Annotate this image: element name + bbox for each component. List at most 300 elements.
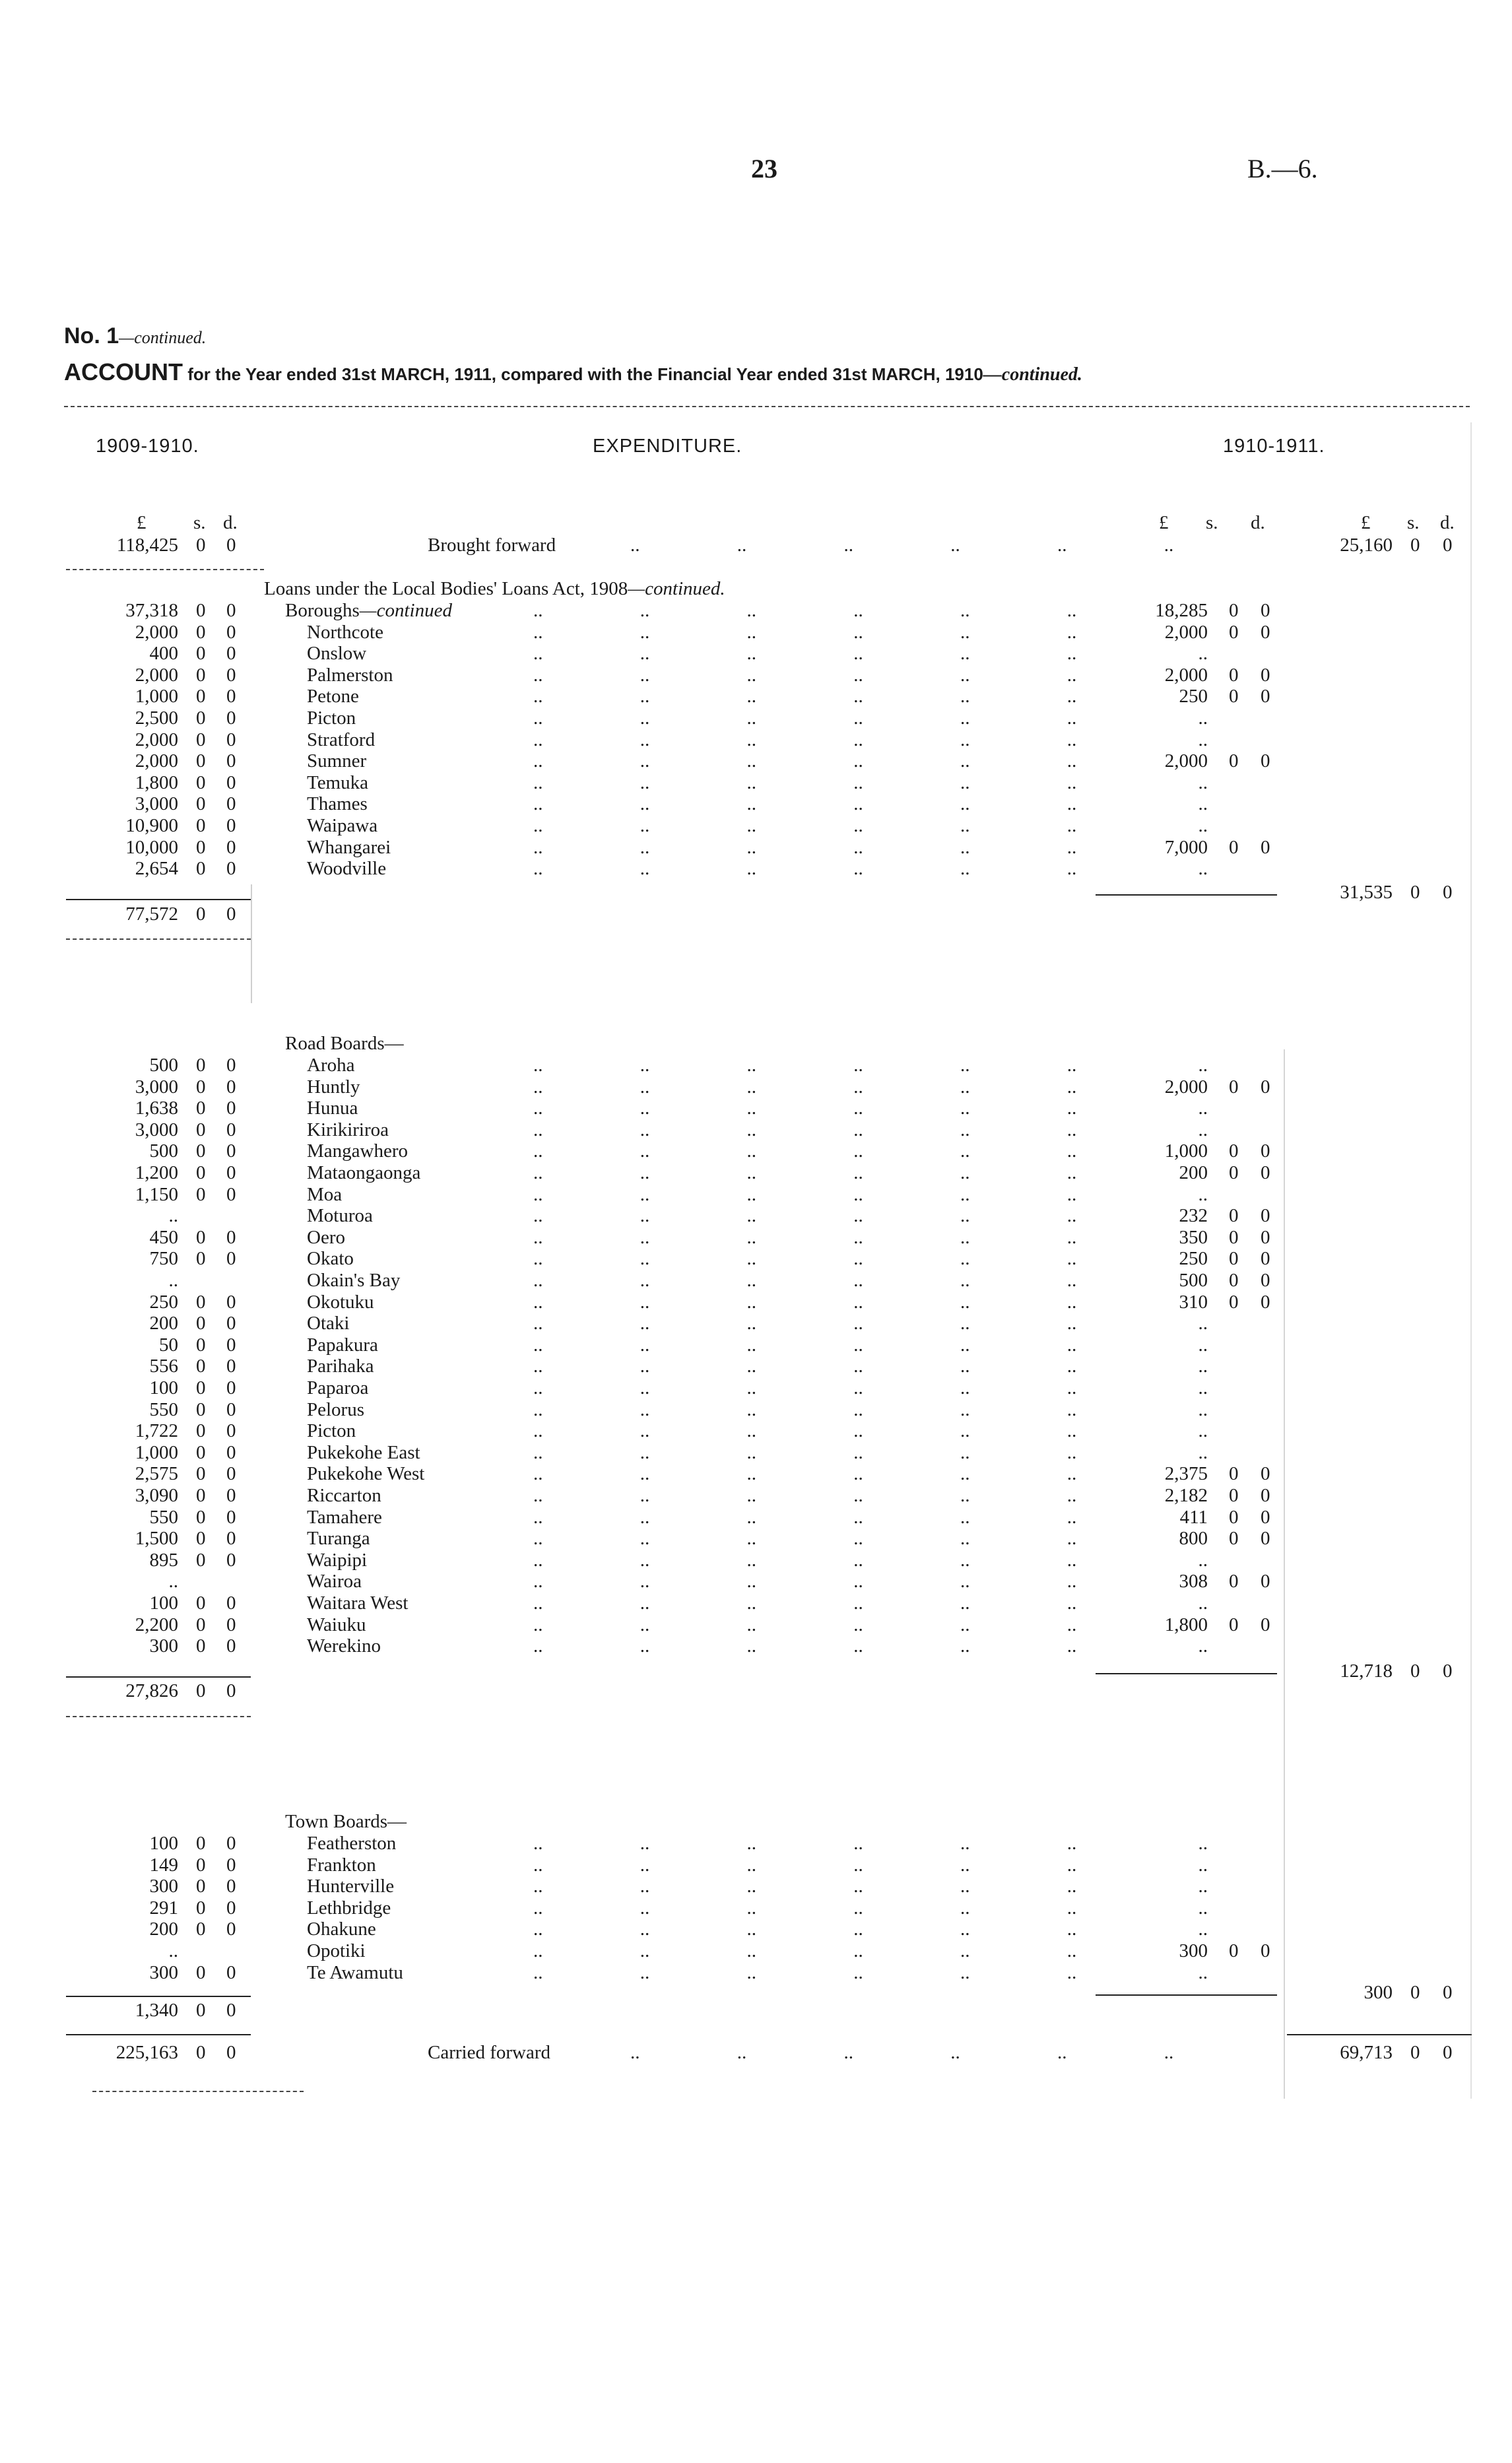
road-mid-rule	[1096, 1673, 1277, 1674]
road-board-left-amount: 3,090	[135, 1485, 178, 1506]
section-title: EXPENDITURE.	[593, 436, 742, 457]
town-right-total: 300	[1364, 1982, 1393, 2003]
road-board-left-d: 0	[226, 1635, 236, 1657]
brought-forward-left-s: 0	[196, 535, 206, 556]
road-board-name: Pukekohe East	[307, 1441, 420, 1463]
road-board-amount: 200	[1179, 1162, 1208, 1183]
borough-name: Whangarei	[307, 836, 391, 858]
road-board-name: Oero	[307, 1226, 345, 1248]
loans-heading-text: Loans under the Local Bodies' Loans Act, 1908	[264, 578, 628, 599]
road-board-amount-s: 0	[1229, 1291, 1239, 1313]
borough-left-s: 0	[196, 793, 206, 815]
borough-amount-d: 0	[1261, 750, 1270, 772]
town-board-leader-dots: .. .. .. .. .. ..	[533, 1919, 1077, 1940]
road-board-left-s: 0	[196, 1119, 206, 1140]
town-board-name: Lethbridge	[307, 1897, 391, 1919]
road-board-name: Hunua	[307, 1098, 358, 1119]
borough-left-s: 0	[196, 600, 206, 621]
road-board-amount-s: 0	[1229, 1614, 1239, 1635]
road-board-leader-dots: .. .. .. .. .. ..	[533, 1506, 1077, 1528]
borough-leader-dots: .. .. .. .. .. ..	[533, 729, 1077, 750]
road-board-left-d: 0	[226, 1441, 236, 1463]
road-board-amount-s: 0	[1229, 1571, 1239, 1593]
road-board-left-d: 0	[226, 1140, 236, 1162]
carried-forward-total-d: 0	[1443, 2042, 1453, 2063]
town-board-left-amount: 149	[149, 1854, 178, 1876]
road-board-left-amount: ..	[168, 1270, 178, 1291]
borough-amount: ..	[1198, 815, 1208, 836]
town-board-left-amount: 100	[149, 1833, 178, 1854]
road-board-left-d: 0	[226, 1463, 236, 1485]
borough-left-d: 0	[226, 815, 236, 836]
road-board-left-s: 0	[196, 1377, 206, 1398]
road-board-amount-d: 0	[1261, 1528, 1270, 1550]
town-board-left-d: 0	[226, 1854, 236, 1876]
road-board-left-amount: 895	[149, 1549, 178, 1571]
carried-leader-dots: .. .. .. .. .. ..	[630, 2042, 1174, 2063]
road-board-left-d: 0	[226, 1528, 236, 1550]
town-board-leader-dots: .. .. .. .. .. ..	[533, 1833, 1077, 1854]
left-column-guide	[251, 884, 252, 1003]
road-board-left-amount: 100	[149, 1377, 178, 1398]
road-board-amount: 2,375	[1164, 1463, 1208, 1485]
road-board-name: Parihaka	[307, 1356, 374, 1377]
borough-leader-dots: .. .. .. .. .. ..	[533, 600, 1077, 621]
road-board-leader-dots: .. .. .. .. .. ..	[533, 1463, 1077, 1485]
borough-left-s: 0	[196, 815, 206, 836]
road-board-name: Okato	[307, 1248, 354, 1270]
borough-name: Woodville	[307, 858, 387, 880]
right-s-header: s.	[1407, 512, 1420, 533]
borough-leader-dots: .. .. .. .. .. ..	[533, 858, 1077, 880]
town-board-left-d: 0	[226, 1897, 236, 1919]
borough-amount: 2,000	[1164, 750, 1208, 772]
road-board-leader-dots: .. .. .. .. .. ..	[533, 1549, 1077, 1571]
carried-forward-total: 69,713	[1340, 2042, 1393, 2063]
borough-left-d: 0	[226, 858, 236, 880]
town-board-left-amount: 200	[149, 1919, 178, 1940]
road-board-left-amount: 556	[149, 1356, 178, 1377]
town-board-amount: ..	[1198, 1919, 1208, 1940]
borough-leader-dots: .. .. .. .. .. ..	[533, 772, 1077, 793]
road-board-amount-d: 0	[1261, 1485, 1270, 1506]
road-board-amount-d: 0	[1261, 1571, 1270, 1593]
road-board-left-amount: 1,500	[135, 1528, 178, 1550]
road-board-left-d: 0	[226, 1614, 236, 1635]
borough-name: Waipawa	[307, 815, 378, 836]
road-board-name: Wairoa	[307, 1571, 362, 1593]
brought-forward-divider	[66, 569, 264, 570]
road-board-left-s: 0	[196, 1291, 206, 1313]
road-board-leader-dots: .. .. .. .. .. ..	[533, 1140, 1077, 1162]
borough-amount: 2,000	[1164, 621, 1208, 643]
road-board-leader-dots: .. .. .. .. .. ..	[533, 1356, 1077, 1377]
borough-amount-d: 0	[1261, 621, 1270, 643]
borough-amount: ..	[1198, 729, 1208, 750]
road-board-name: Moa	[307, 1183, 343, 1205]
town-board-left-amount: 300	[149, 1876, 178, 1897]
brought-forward-total-d: 0	[1443, 535, 1453, 556]
road-board-left-amount: 2,200	[135, 1614, 178, 1635]
boroughs-left-rule	[66, 899, 251, 900]
road-board-left-amount: 500	[149, 1140, 178, 1162]
road-board-left-amount: 100	[149, 1593, 178, 1614]
road-board-left-s: 0	[196, 1463, 206, 1485]
borough-amount: 18,285	[1155, 600, 1208, 621]
town-board-left-d: 0	[226, 1919, 236, 1940]
road-board-left-amount: 1,638	[135, 1098, 178, 1119]
road-board-name: Riccarton	[307, 1485, 381, 1506]
road-board-left-d: 0	[226, 1485, 236, 1506]
road-board-leader-dots: .. .. .. .. .. ..	[533, 1076, 1077, 1098]
road-board-amount-d: 0	[1261, 1291, 1270, 1313]
road-right-total-s: 0	[1410, 1660, 1420, 1682]
borough-left-s: 0	[196, 772, 206, 793]
road-board-left-d: 0	[226, 1506, 236, 1528]
borough-amount-d: 0	[1261, 600, 1270, 621]
town-board-name: Te Awamutu	[307, 1961, 403, 1983]
road-board-leader-dots: .. .. .. .. .. ..	[533, 1485, 1077, 1506]
road-board-left-amount: 550	[149, 1398, 178, 1420]
road-board-name: Okain's Bay	[307, 1270, 401, 1291]
road-board-amount-s: 0	[1229, 1485, 1239, 1506]
borough-left-amount: 2,000	[135, 664, 178, 686]
borough-left-amount: 2,000	[135, 621, 178, 643]
town-board-left-amount: ..	[168, 1940, 178, 1961]
road-board-amount: ..	[1198, 1334, 1208, 1356]
borough-left-s: 0	[196, 729, 206, 750]
town-board-left-amount: 300	[149, 1961, 178, 1983]
leader-dots: .. .. .. .. .. ..	[630, 535, 1174, 556]
borough-name: Onslow	[307, 643, 367, 665]
road-left-total: 27,826	[125, 1680, 178, 1701]
road-board-left-amount: 550	[149, 1506, 178, 1528]
brought-forward-total: 25,160	[1340, 535, 1393, 556]
boroughs-heading-cont: —continued	[359, 600, 452, 621]
road-board-amount: 800	[1179, 1528, 1208, 1550]
road-board-amount-d: 0	[1261, 1140, 1270, 1162]
borough-name: Picton	[307, 707, 356, 729]
road-board-name: Waiuku	[307, 1614, 366, 1635]
road-board-left-d: 0	[226, 1549, 236, 1571]
road-left-rule	[66, 1676, 251, 1678]
road-left-total-d: 0	[226, 1680, 236, 1701]
brought-forward-label: Brought forward	[428, 535, 556, 556]
road-board-name: Aroha	[307, 1055, 355, 1076]
road-board-left-s: 0	[196, 1485, 206, 1506]
road-board-amount-s: 0	[1229, 1463, 1239, 1485]
borough-leader-dots: .. .. .. .. .. ..	[533, 707, 1077, 729]
bottom-divider	[92, 2091, 304, 2092]
road-board-left-s: 0	[196, 1420, 206, 1442]
road-board-left-s: 0	[196, 1356, 206, 1377]
road-board-amount: 2,182	[1164, 1485, 1208, 1506]
borough-amount-s: 0	[1229, 600, 1239, 621]
road-board-leader-dots: .. .. .. .. .. ..	[533, 1420, 1077, 1442]
road-board-left-s: 0	[196, 1162, 206, 1183]
town-board-left-amount: 291	[149, 1897, 178, 1919]
road-board-amount-s: 0	[1229, 1076, 1239, 1098]
borough-amount: ..	[1198, 772, 1208, 793]
road-board-left-d: 0	[226, 1593, 236, 1614]
road-board-amount: 411	[1179, 1506, 1208, 1528]
town-left-total: 1,340	[135, 2000, 178, 2021]
borough-leader-dots: .. .. .. .. .. ..	[533, 686, 1077, 707]
road-board-left-amount: 3,000	[135, 1076, 178, 1098]
road-board-left-d: 0	[226, 1162, 236, 1183]
borough-amount-s: 0	[1229, 836, 1239, 858]
boroughs-left-total-d: 0	[226, 903, 236, 925]
boroughs-left-total-s: 0	[196, 903, 206, 925]
borough-left-amount: 2,000	[135, 750, 178, 772]
road-board-left-d: 0	[226, 1226, 236, 1248]
borough-left-amount: 1,800	[135, 772, 178, 793]
road-board-amount: 1,800	[1164, 1614, 1208, 1635]
town-board-left-d: 0	[226, 1833, 236, 1854]
road-board-amount-d: 0	[1261, 1506, 1270, 1528]
brought-forward-left: 118,425	[116, 535, 178, 556]
road-board-left-amount: 50	[159, 1334, 178, 1356]
boroughs-right-total-s: 0	[1410, 882, 1420, 903]
road-board-amount: ..	[1198, 1635, 1208, 1657]
road-board-amount: ..	[1198, 1593, 1208, 1614]
mid-pound-header: £	[1159, 512, 1169, 533]
borough-left-amount: 1,000	[135, 686, 178, 707]
road-board-amount-d: 0	[1261, 1076, 1270, 1098]
road-board-left-s: 0	[196, 1398, 206, 1420]
road-board-amount-s: 0	[1229, 1506, 1239, 1528]
town-board-left-d: 0	[226, 1876, 236, 1897]
town-board-leader-dots: .. .. .. .. .. ..	[533, 1961, 1077, 1983]
right-pound-header: £	[1361, 512, 1371, 533]
left-year: 1909-1910.	[96, 436, 199, 457]
road-board-amount: 2,000	[1164, 1076, 1208, 1098]
road-right-total-d: 0	[1443, 1660, 1453, 1682]
borough-amount-s: 0	[1229, 686, 1239, 707]
borough-left-amount: 2,000	[135, 729, 178, 750]
road-board-left-amount: 450	[149, 1226, 178, 1248]
road-board-left-s: 0	[196, 1098, 206, 1119]
borough-amount-d: 0	[1261, 836, 1270, 858]
road-board-left-amount: 250	[149, 1291, 178, 1313]
table-number-label: No. 1	[64, 323, 119, 348]
road-board-amount: ..	[1198, 1398, 1208, 1420]
road-board-amount-d: 0	[1261, 1162, 1270, 1183]
road-board-leader-dots: .. .. .. .. .. ..	[533, 1098, 1077, 1119]
road-boards-heading: Road Boards—	[285, 1033, 404, 1054]
road-board-name: Paparoa	[307, 1377, 369, 1398]
boroughs-left-total-divider	[66, 938, 251, 940]
road-board-left-s: 0	[196, 1334, 206, 1356]
left-pound-header: £	[137, 512, 147, 533]
road-board-name: Kirikiriroa	[307, 1119, 389, 1140]
borough-left-amount: 400	[149, 643, 178, 665]
town-right-total-d: 0	[1443, 1982, 1453, 2003]
road-board-left-amount: ..	[168, 1571, 178, 1593]
road-board-left-s: 0	[196, 1248, 206, 1270]
road-left-total-s: 0	[196, 1680, 206, 1701]
town-board-left-s: 0	[196, 1897, 206, 1919]
town-board-left-s: 0	[196, 1961, 206, 1983]
boroughs-mid-rule	[1096, 894, 1277, 896]
brought-forward-left-d: 0	[226, 535, 236, 556]
left-d-header: d.	[223, 512, 238, 533]
borough-left-s: 0	[196, 707, 206, 729]
road-right-total: 12,718	[1340, 1660, 1393, 1682]
road-board-leader-dots: .. .. .. .. .. ..	[533, 1270, 1077, 1291]
road-board-left-d: 0	[226, 1098, 236, 1119]
borough-name: Stratford	[307, 729, 376, 750]
borough-name: Northcote	[307, 621, 383, 643]
road-board-left-s: 0	[196, 1506, 206, 1528]
road-board-left-s: 0	[196, 1055, 206, 1076]
road-board-left-s: 0	[196, 1635, 206, 1657]
road-board-amount: ..	[1198, 1183, 1208, 1205]
road-board-name: Tamahere	[307, 1506, 382, 1528]
account-word: ACCOUNT	[64, 358, 183, 385]
borough-left-d: 0	[226, 664, 236, 686]
loans-heading	[264, 578, 725, 600]
road-board-leader-dots: .. .. .. .. .. ..	[533, 1291, 1077, 1313]
borough-left-amount: 10,000	[125, 836, 178, 858]
road-board-name: Otaki	[307, 1313, 350, 1334]
town-boards-heading: Town Boards—	[285, 1811, 407, 1832]
borough-leader-dots: .. .. .. .. .. ..	[533, 621, 1077, 643]
road-board-left-d: 0	[226, 1055, 236, 1076]
road-board-left-s: 0	[196, 1614, 206, 1635]
road-board-amount: 1,000	[1164, 1140, 1208, 1162]
road-board-leader-dots: .. .. .. .. .. ..	[533, 1248, 1077, 1270]
town-left-total-s: 0	[196, 2000, 206, 2021]
road-board-name: Okotuku	[307, 1291, 374, 1313]
borough-amount: ..	[1198, 858, 1208, 880]
road-board-name: Moturoa	[307, 1205, 373, 1227]
town-board-amount: ..	[1198, 1961, 1208, 1983]
road-board-amount-d: 0	[1261, 1463, 1270, 1485]
left-s-header: s.	[193, 512, 206, 533]
road-board-leader-dots: .. .. .. .. .. ..	[533, 1571, 1077, 1593]
borough-amount: ..	[1198, 643, 1208, 665]
road-board-name: Werekino	[307, 1635, 381, 1657]
road-board-left-s: 0	[196, 1183, 206, 1205]
boroughs-right-total-d: 0	[1443, 882, 1453, 903]
road-board-left-amount: 750	[149, 1248, 178, 1270]
road-board-name: Mataongaonga	[307, 1162, 421, 1183]
borough-left-d: 0	[226, 621, 236, 643]
road-board-name: Waipipi	[307, 1549, 368, 1571]
borough-left-d: 0	[226, 793, 236, 815]
town-board-amount: ..	[1198, 1833, 1208, 1854]
borough-left-amount: 2,654	[135, 858, 178, 880]
borough-leader-dots: .. .. .. .. .. ..	[533, 793, 1077, 815]
carried-forward-total-s: 0	[1410, 2042, 1420, 2063]
road-board-amount-s: 0	[1229, 1205, 1239, 1227]
borough-left-amount: 10,900	[125, 815, 178, 836]
account-continued: —continued.	[983, 364, 1082, 385]
borough-amount: 2,000	[1164, 664, 1208, 686]
carried-right-rule	[1287, 2034, 1472, 2035]
borough-amount: 7,000	[1164, 836, 1208, 858]
town-board-leader-dots: .. .. .. .. .. ..	[533, 1897, 1077, 1919]
road-board-amount-s: 0	[1229, 1270, 1239, 1291]
road-board-amount: 232	[1179, 1205, 1208, 1227]
road-board-left-s: 0	[196, 1528, 206, 1550]
carried-forward-label: Carried forward	[428, 2042, 550, 2063]
carried-left-rule	[66, 2034, 251, 2035]
borough-left-d: 0	[226, 600, 236, 621]
brought-forward-total-s: 0	[1410, 535, 1420, 556]
carried-forward-left: 225,163	[115, 2042, 178, 2063]
town-board-left-s: 0	[196, 1876, 206, 1897]
account-title	[64, 358, 1082, 386]
town-board-amount: ..	[1198, 1876, 1208, 1897]
road-board-left-amount: 1,000	[135, 1441, 178, 1463]
road-board-amount-s: 0	[1229, 1162, 1239, 1183]
right-d-header: d.	[1440, 512, 1455, 533]
road-board-name: Pukekohe West	[307, 1463, 425, 1485]
road-board-left-s: 0	[196, 1593, 206, 1614]
road-board-left-amount: 200	[149, 1313, 178, 1334]
borough-left-d: 0	[226, 750, 236, 772]
mid-s-header: s.	[1206, 512, 1218, 533]
town-board-left-s: 0	[196, 1919, 206, 1940]
borough-amount: 250	[1179, 686, 1208, 707]
right-column-guide	[1284, 1049, 1285, 2099]
road-board-amount: 310	[1179, 1291, 1208, 1313]
borough-left-s: 0	[196, 686, 206, 707]
road-board-amount: 308	[1179, 1571, 1208, 1593]
road-board-amount-s: 0	[1229, 1140, 1239, 1162]
borough-name: Temuka	[307, 772, 368, 793]
road-board-amount-s: 0	[1229, 1248, 1239, 1270]
road-board-leader-dots: .. .. .. .. .. ..	[533, 1614, 1077, 1635]
road-board-name: Picton	[307, 1420, 356, 1442]
paper-reference: B.—6.	[1247, 154, 1318, 183]
road-board-left-s: 0	[196, 1140, 206, 1162]
borough-left-s: 0	[196, 858, 206, 880]
page-edge-guide	[1470, 422, 1472, 2099]
road-board-amount-d: 0	[1261, 1226, 1270, 1248]
town-board-name: Frankton	[307, 1854, 376, 1876]
town-board-amount-s: 0	[1229, 1940, 1239, 1961]
road-board-left-d: 0	[226, 1076, 236, 1098]
road-board-left-d: 0	[226, 1356, 236, 1377]
road-board-amount-d: 0	[1261, 1270, 1270, 1291]
town-left-rule	[66, 1996, 251, 1997]
road-board-leader-dots: .. .. .. .. .. ..	[533, 1226, 1077, 1248]
road-board-left-amount: 500	[149, 1055, 178, 1076]
borough-name: Palmerston	[307, 664, 393, 686]
borough-amount: ..	[1198, 707, 1208, 729]
road-board-amount: ..	[1198, 1420, 1208, 1442]
boroughs-right-total: 31,535	[1340, 882, 1393, 903]
borough-leader-dots: .. .. .. .. .. ..	[533, 750, 1077, 772]
road-board-name: Huntly	[307, 1076, 360, 1098]
borough-left-d: 0	[226, 643, 236, 665]
borough-left-s: 0	[196, 643, 206, 665]
road-board-amount: 250	[1179, 1248, 1208, 1270]
road-board-leader-dots: .. .. .. .. .. ..	[533, 1313, 1077, 1334]
road-board-name: Pelorus	[307, 1398, 364, 1420]
road-board-leader-dots: .. .. .. .. .. ..	[533, 1398, 1077, 1420]
road-board-left-s: 0	[196, 1076, 206, 1098]
borough-amount-d: 0	[1261, 686, 1270, 707]
carried-forward-left-d: 0	[226, 2042, 236, 2063]
mid-d-header: d.	[1251, 512, 1265, 533]
road-board-amount: ..	[1198, 1055, 1208, 1076]
borough-left-amount: 2,500	[135, 707, 178, 729]
town-board-leader-dots: .. .. .. .. .. ..	[533, 1876, 1077, 1897]
